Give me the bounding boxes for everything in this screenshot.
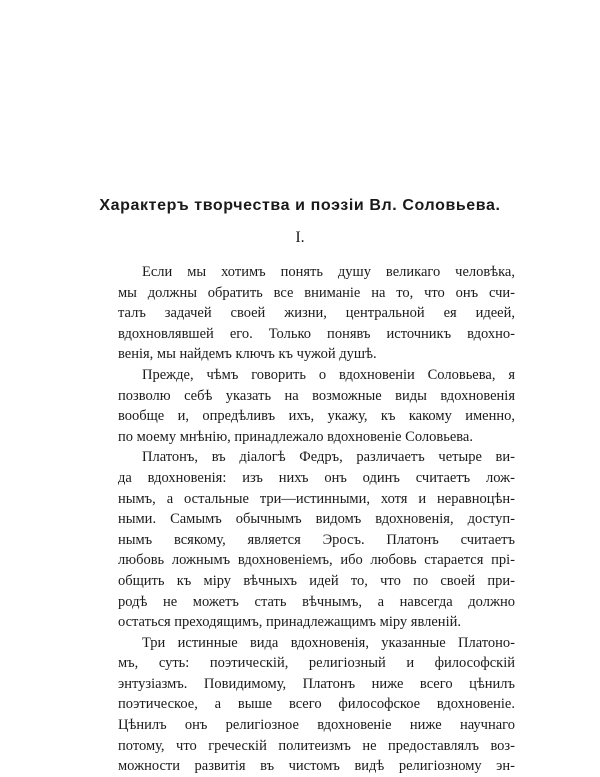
text-line: по моему мнѣнію, принадлежало вдохновеніе Соловьева. (118, 428, 473, 445)
text-line: родѣ не можетъ стать вѣчнымъ, а навсегда должно (118, 593, 515, 610)
text-line: да вдохновенія: изъ нихъ онъ одинъ считаетъ лож- (118, 469, 515, 486)
paragraph (118, 447, 515, 632)
text-line: Прежде, чѣмъ говорить о вдохновеніи Соловьева, я (142, 366, 515, 383)
paragraph (118, 633, 515, 777)
text-line: общить къ міру вѣчныхъ идей то, что по своей при- (118, 572, 515, 589)
text-line: венія, мы найдемъ ключъ къ чужой душѣ. (118, 346, 377, 363)
text-line: Цѣнилъ онъ религіозное вдохновеніе ниже научнаго (118, 717, 515, 734)
text-line: позволю себѣ указать на возможные виды вдохновенія (118, 387, 515, 404)
text-line: энтузіазмъ. Повидимому, Платонъ ниже всего цѣнилъ (118, 675, 515, 692)
body-text (118, 262, 515, 777)
text-line: Если мы хотимъ понять душу великаго человѣка, (142, 264, 515, 280)
text-line: ными. Самымъ обычнымъ видомъ вдохновенія, доступ- (118, 511, 515, 528)
text-line: вообще и, опредѣливъ ихъ, укажу, къ какому именно, (118, 408, 515, 425)
text-line: нымъ всякому, является Эросъ. Платонъ считаетъ (118, 531, 515, 548)
text-line: Три истинные вида вдохновенія, указанные Платоно- (142, 634, 515, 651)
text-line: потому, что греческій политеизмъ не предоставлялъ воз- (118, 737, 515, 754)
text-line: можности развитія въ чистомъ видѣ религіозному эн- (118, 758, 515, 775)
text-line: мы должны обратить все вниманіе на то, что онъ счи- (118, 284, 515, 301)
paragraph (118, 262, 515, 365)
text-line: остаться преходящимъ, принадлежащимъ міру явленій. (118, 614, 461, 631)
chapter-title: Характеръ творчества и поэзіи Вл. Соловьева. (99, 197, 501, 214)
text-line: Платонъ, въ діалогѣ Федръ, различаетъ четыре ви- (142, 449, 515, 466)
text-line: мъ, суть: поэтическій, религіозный и философскій (118, 655, 515, 672)
text-line: талъ задачей своей жизни, центральной ея идеей, (118, 305, 515, 322)
text-line: нымъ, а остальные три—истинными, хотя и неравноцѣн- (118, 490, 515, 507)
text-line: вдохновлявшей его. Только понявъ источникъ вдохно- (118, 325, 515, 342)
paragraph (118, 365, 515, 447)
section-number: I. (295, 229, 305, 246)
text-line: любовь ложнымъ вдохновеніемъ, ибо любовь старается прі- (118, 552, 515, 569)
text-line: поэтическое, а выше всего философское вдохновеніе. (118, 696, 515, 713)
